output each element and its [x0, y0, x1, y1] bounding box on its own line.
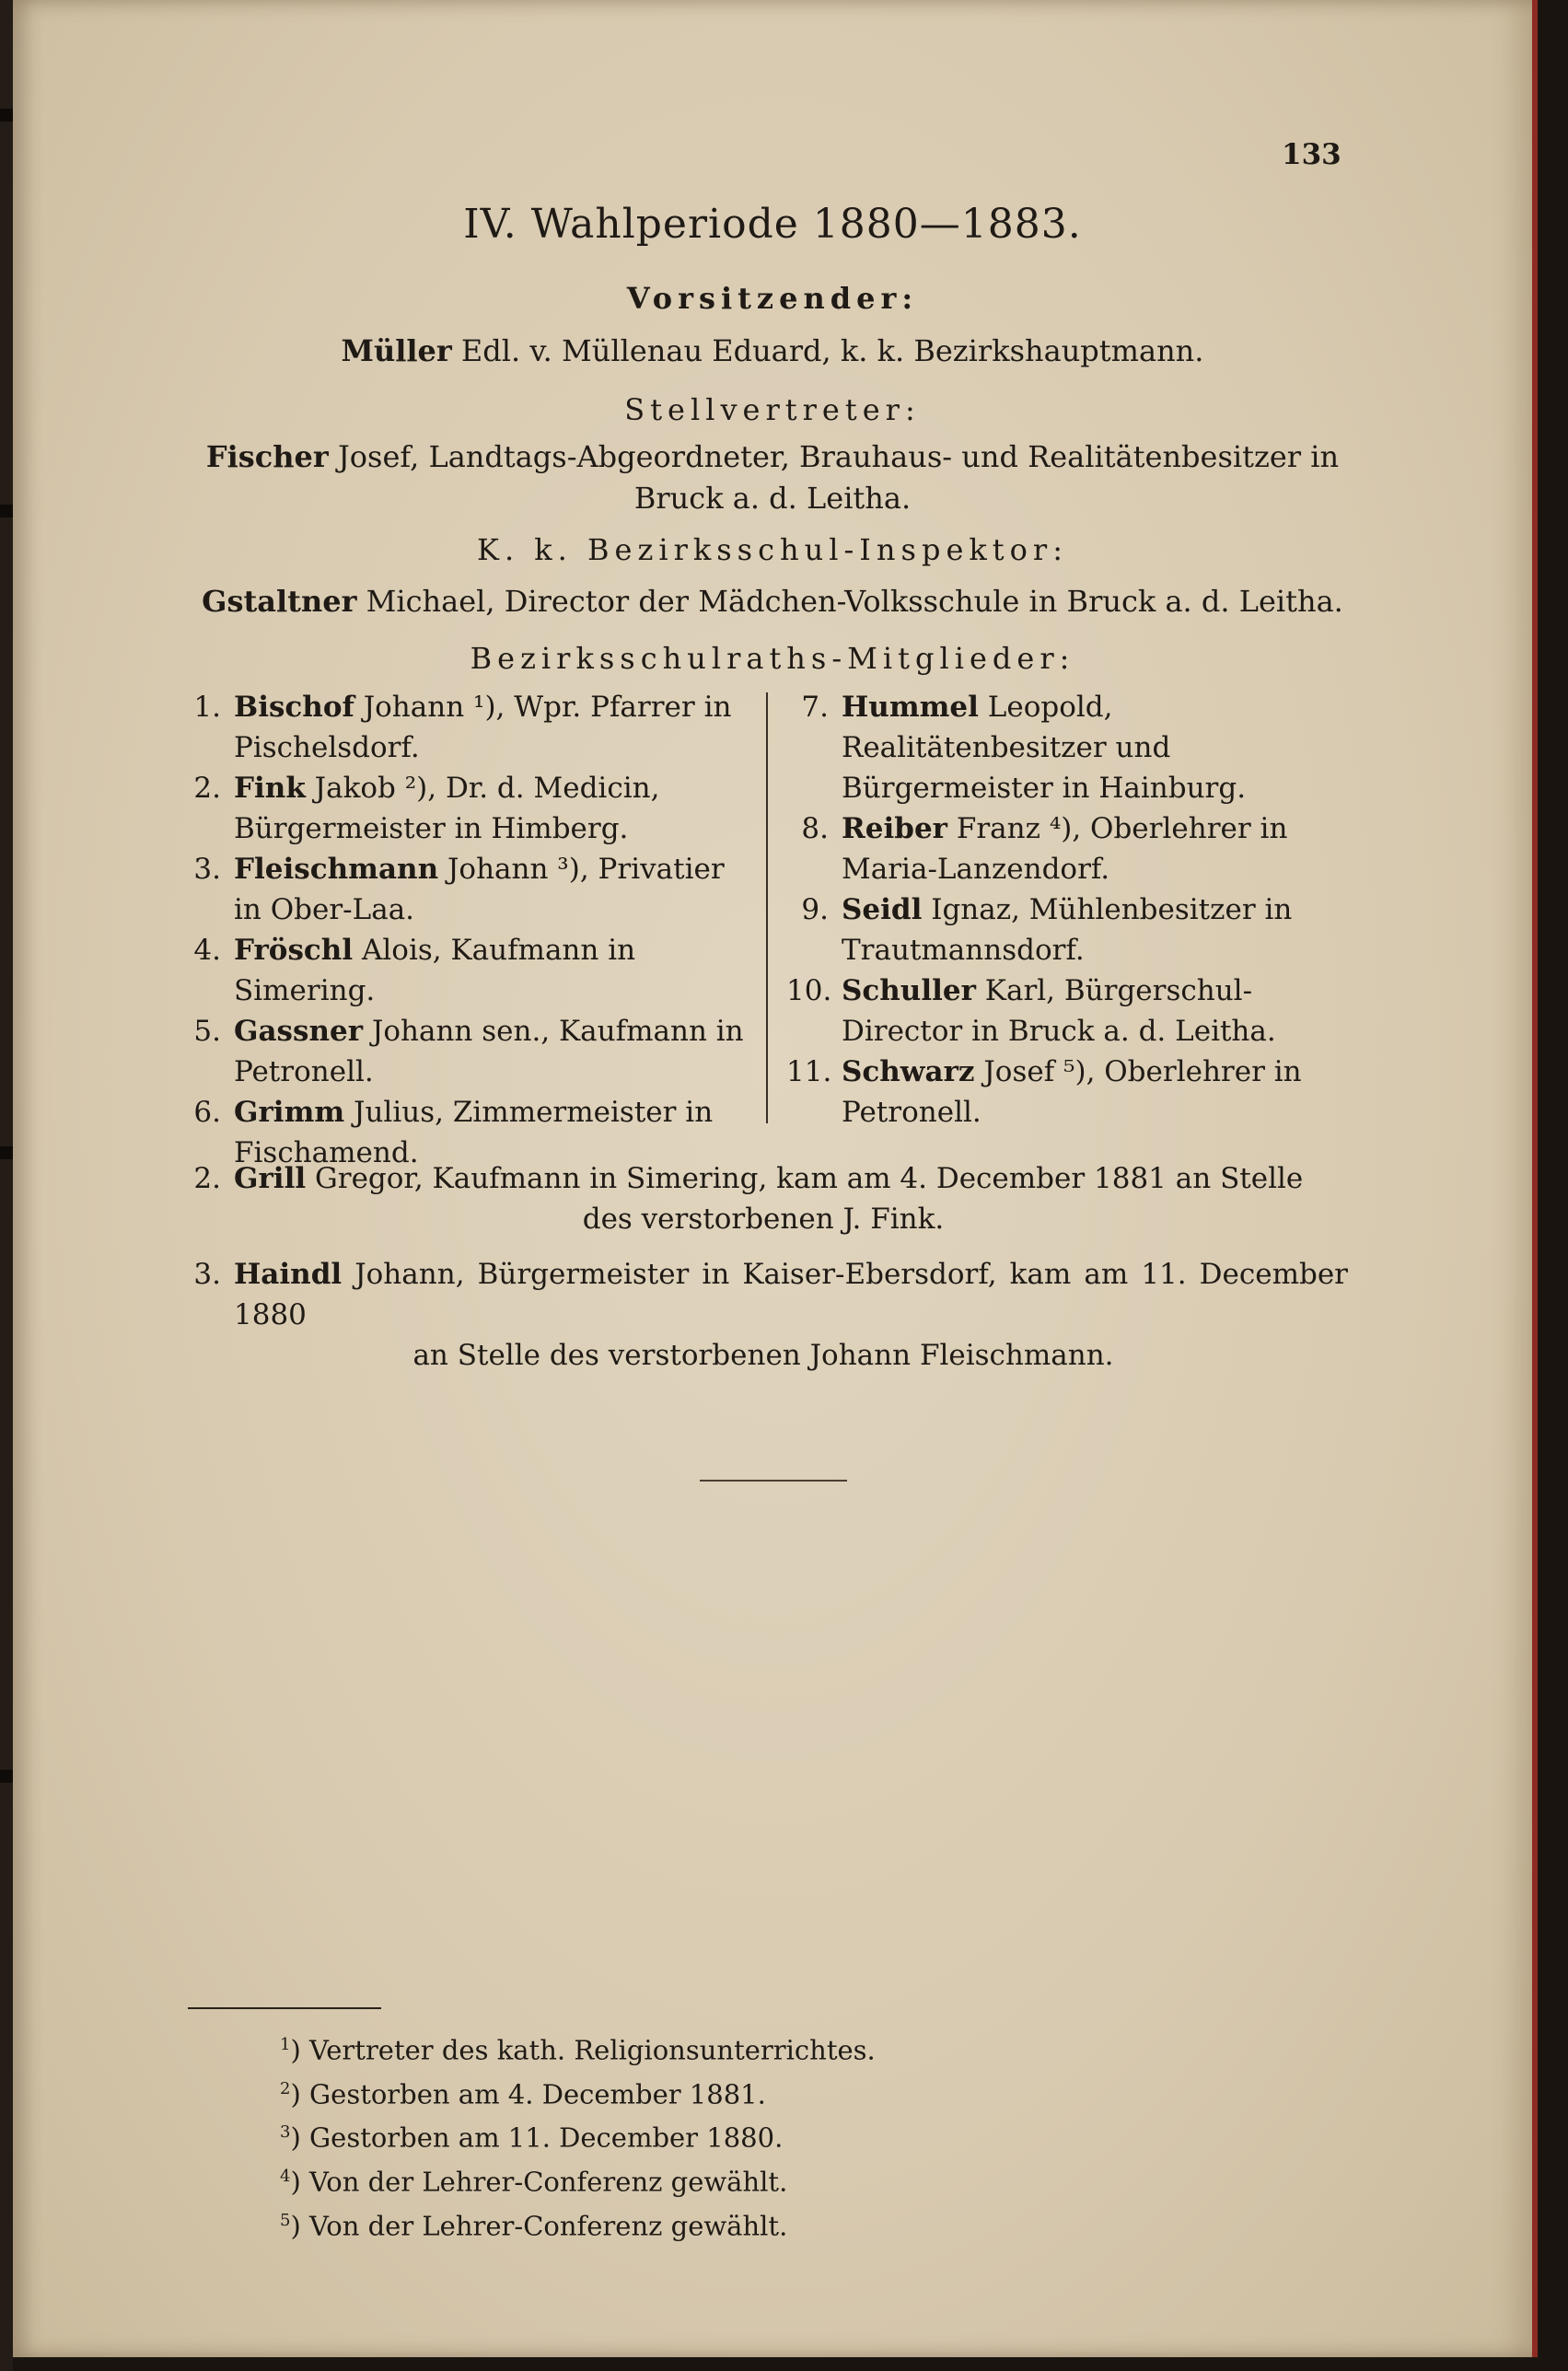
item-number: 3.: [193, 853, 221, 886]
member-details: Johann ³), Privatier in Ober-Laa.: [234, 853, 725, 926]
member-name: Grill: [234, 1162, 307, 1195]
member-details: Franz ⁴), Oberlehrer in Maria-Lanzendorf.: [842, 812, 1288, 886]
footnote-mark: 2: [280, 2078, 291, 2098]
footnote-text: ) Gestorben am 11. December 1880.: [290, 2121, 784, 2154]
member-name: Fink: [234, 772, 306, 805]
replacement-line2: des verstorbenen J. Fink.: [582, 1203, 945, 1236]
footnote-mark: 5: [280, 2210, 291, 2230]
chair-details: Edl. v. Müllenau Eduard, k. k. Bezirkshauptmann.: [451, 333, 1204, 368]
list-item: [786, 687, 1348, 808]
item-number: 9.: [801, 893, 829, 926]
item-number: 5.: [193, 1015, 221, 1048]
list-item: [786, 808, 1348, 889]
members-heading: Bezirksschulraths-Mitglieder:: [470, 641, 1075, 676]
member-name: Bischof: [234, 691, 354, 724]
list-item: [179, 930, 746, 1011]
inspector-entry: [13, 584, 1532, 619]
page-title: IV. Wahlperiode 1880—1883.: [463, 201, 1082, 248]
footnote-mark: 1: [280, 2035, 291, 2054]
member-details: Johann ¹), Wpr. Pfarrer in Pischelsdorf.: [234, 691, 732, 764]
footnote-mark: 4: [280, 2166, 291, 2186]
footnote-text: ) Von der Lehrer-Conferenz gewählt.: [290, 2210, 788, 2242]
member-name: Hummel: [842, 691, 979, 724]
list-item: [179, 687, 746, 768]
footnote-rule: [188, 2007, 381, 2009]
item-number: 7.: [801, 691, 829, 724]
member-details: Jakob ²), Dr. d. Medicin, Bürgermeister in Himberg.: [234, 772, 660, 845]
chair-heading: Vorsitzender:: [626, 281, 919, 316]
footnote-text: ) Vertreter des kath. Religionsunterrichtes.: [290, 2034, 876, 2066]
member-name: Gassner: [234, 1015, 364, 1048]
member-name: Schuller: [842, 974, 976, 1007]
item-number: 10.: [786, 974, 832, 1007]
inspector-name: Gstaltner: [202, 584, 357, 619]
list-item: [786, 970, 1348, 1052]
page-number: 133: [1282, 138, 1342, 171]
chair-entry: [13, 333, 1532, 368]
member-name: Schwarz: [842, 1055, 975, 1088]
members-right-column: [786, 687, 1348, 1133]
member-details: Alois, Kaufmann in Simering.: [234, 934, 636, 1007]
list-item: [179, 1011, 746, 1092]
item-number: 6.: [193, 1096, 221, 1129]
list-item: [786, 1052, 1348, 1133]
member-details: Josef ⁵), Oberlehrer in Petronell.: [842, 1055, 1302, 1129]
list-item: [179, 768, 746, 849]
footnote: [280, 2026, 876, 2070]
members-left-column: [179, 687, 746, 1173]
deputy-entry-line2: Bruck a. d. Leitha.: [633, 481, 912, 516]
book-binding: [0, 0, 13, 2371]
footnote-text: ) Von der Lehrer-Conferenz gewählt.: [290, 2166, 788, 2198]
footnote: [280, 2070, 876, 2114]
replacement-entry: [179, 1254, 1348, 1376]
item-number: 1.: [193, 691, 221, 724]
item-number: 8.: [801, 812, 829, 845]
chair-name: Müller: [341, 333, 452, 368]
deputy-details: Josef, Landtags-Abgeordneter, Brauhaus- und Realitätenbesitzer in: [328, 439, 1340, 474]
member-details: Johann sen., Kaufmann in Petronell.: [234, 1015, 744, 1088]
footnote: [280, 2113, 876, 2157]
member-details: Julius, Zimmermeister in Fischamend.: [234, 1096, 714, 1169]
member-details: Ignaz, Mühlenbesitzer in Trautmannsdorf.: [842, 893, 1293, 967]
member-name: Haindl: [234, 1258, 343, 1291]
item-number: 2.: [193, 772, 221, 805]
deputy-name: Fischer: [205, 439, 329, 474]
footnotes: [280, 2026, 876, 2245]
member-name: Reiber: [842, 812, 947, 845]
member-name: Seidl: [842, 893, 923, 926]
book-page: [13, 0, 1538, 2357]
replacement-details: Johann, Bürgermeister in Kaiser-Ebersdorf, kam am 11. December 1880: [234, 1258, 1348, 1331]
footnote-mark: 3: [280, 2122, 291, 2143]
replacement-line1: [179, 1254, 1348, 1335]
item-number: 2.: [193, 1162, 221, 1195]
member-name: Fleischmann: [234, 853, 439, 886]
replacement-entry: [179, 1158, 1348, 1239]
deputy-heading: Stellvertreter:: [624, 392, 921, 427]
footnote-text: ) Gestorben am 4. December 1881.: [290, 2078, 766, 2110]
column-divider: [766, 692, 768, 1123]
footnote: [280, 2202, 876, 2246]
item-number: 4.: [193, 934, 221, 967]
replacement-details: Gregor, Kaufmann in Simering, kam am 4. December 1881 an Stelle: [306, 1162, 1304, 1195]
member-details: Leopold, Realitätenbesitzer und Bürgermeister in Hainburg.: [842, 691, 1247, 805]
member-name: Grimm: [234, 1096, 345, 1129]
inspector-heading: K. k. Bezirksschul-Inspektor:: [477, 532, 1068, 567]
member-details: Karl, Bürgerschul-Director in Bruck a. d. Leitha.: [842, 974, 1276, 1048]
inspector-details: Michael, Director der Mädchen-Volksschule in Bruck a. d. Leitha.: [356, 584, 1343, 619]
replacement-line2: an Stelle des verstorbenen Johann Fleischmann.: [412, 1339, 1114, 1372]
replacement-line1: [179, 1158, 1348, 1199]
list-item: [179, 849, 746, 930]
section-separator: [700, 1480, 847, 1482]
footnote: [280, 2157, 876, 2202]
item-number: 11.: [786, 1055, 832, 1088]
deputy-entry: [13, 439, 1532, 474]
list-item: [786, 889, 1348, 970]
item-number: 3.: [193, 1258, 221, 1291]
member-name: Fröschl: [234, 934, 354, 967]
